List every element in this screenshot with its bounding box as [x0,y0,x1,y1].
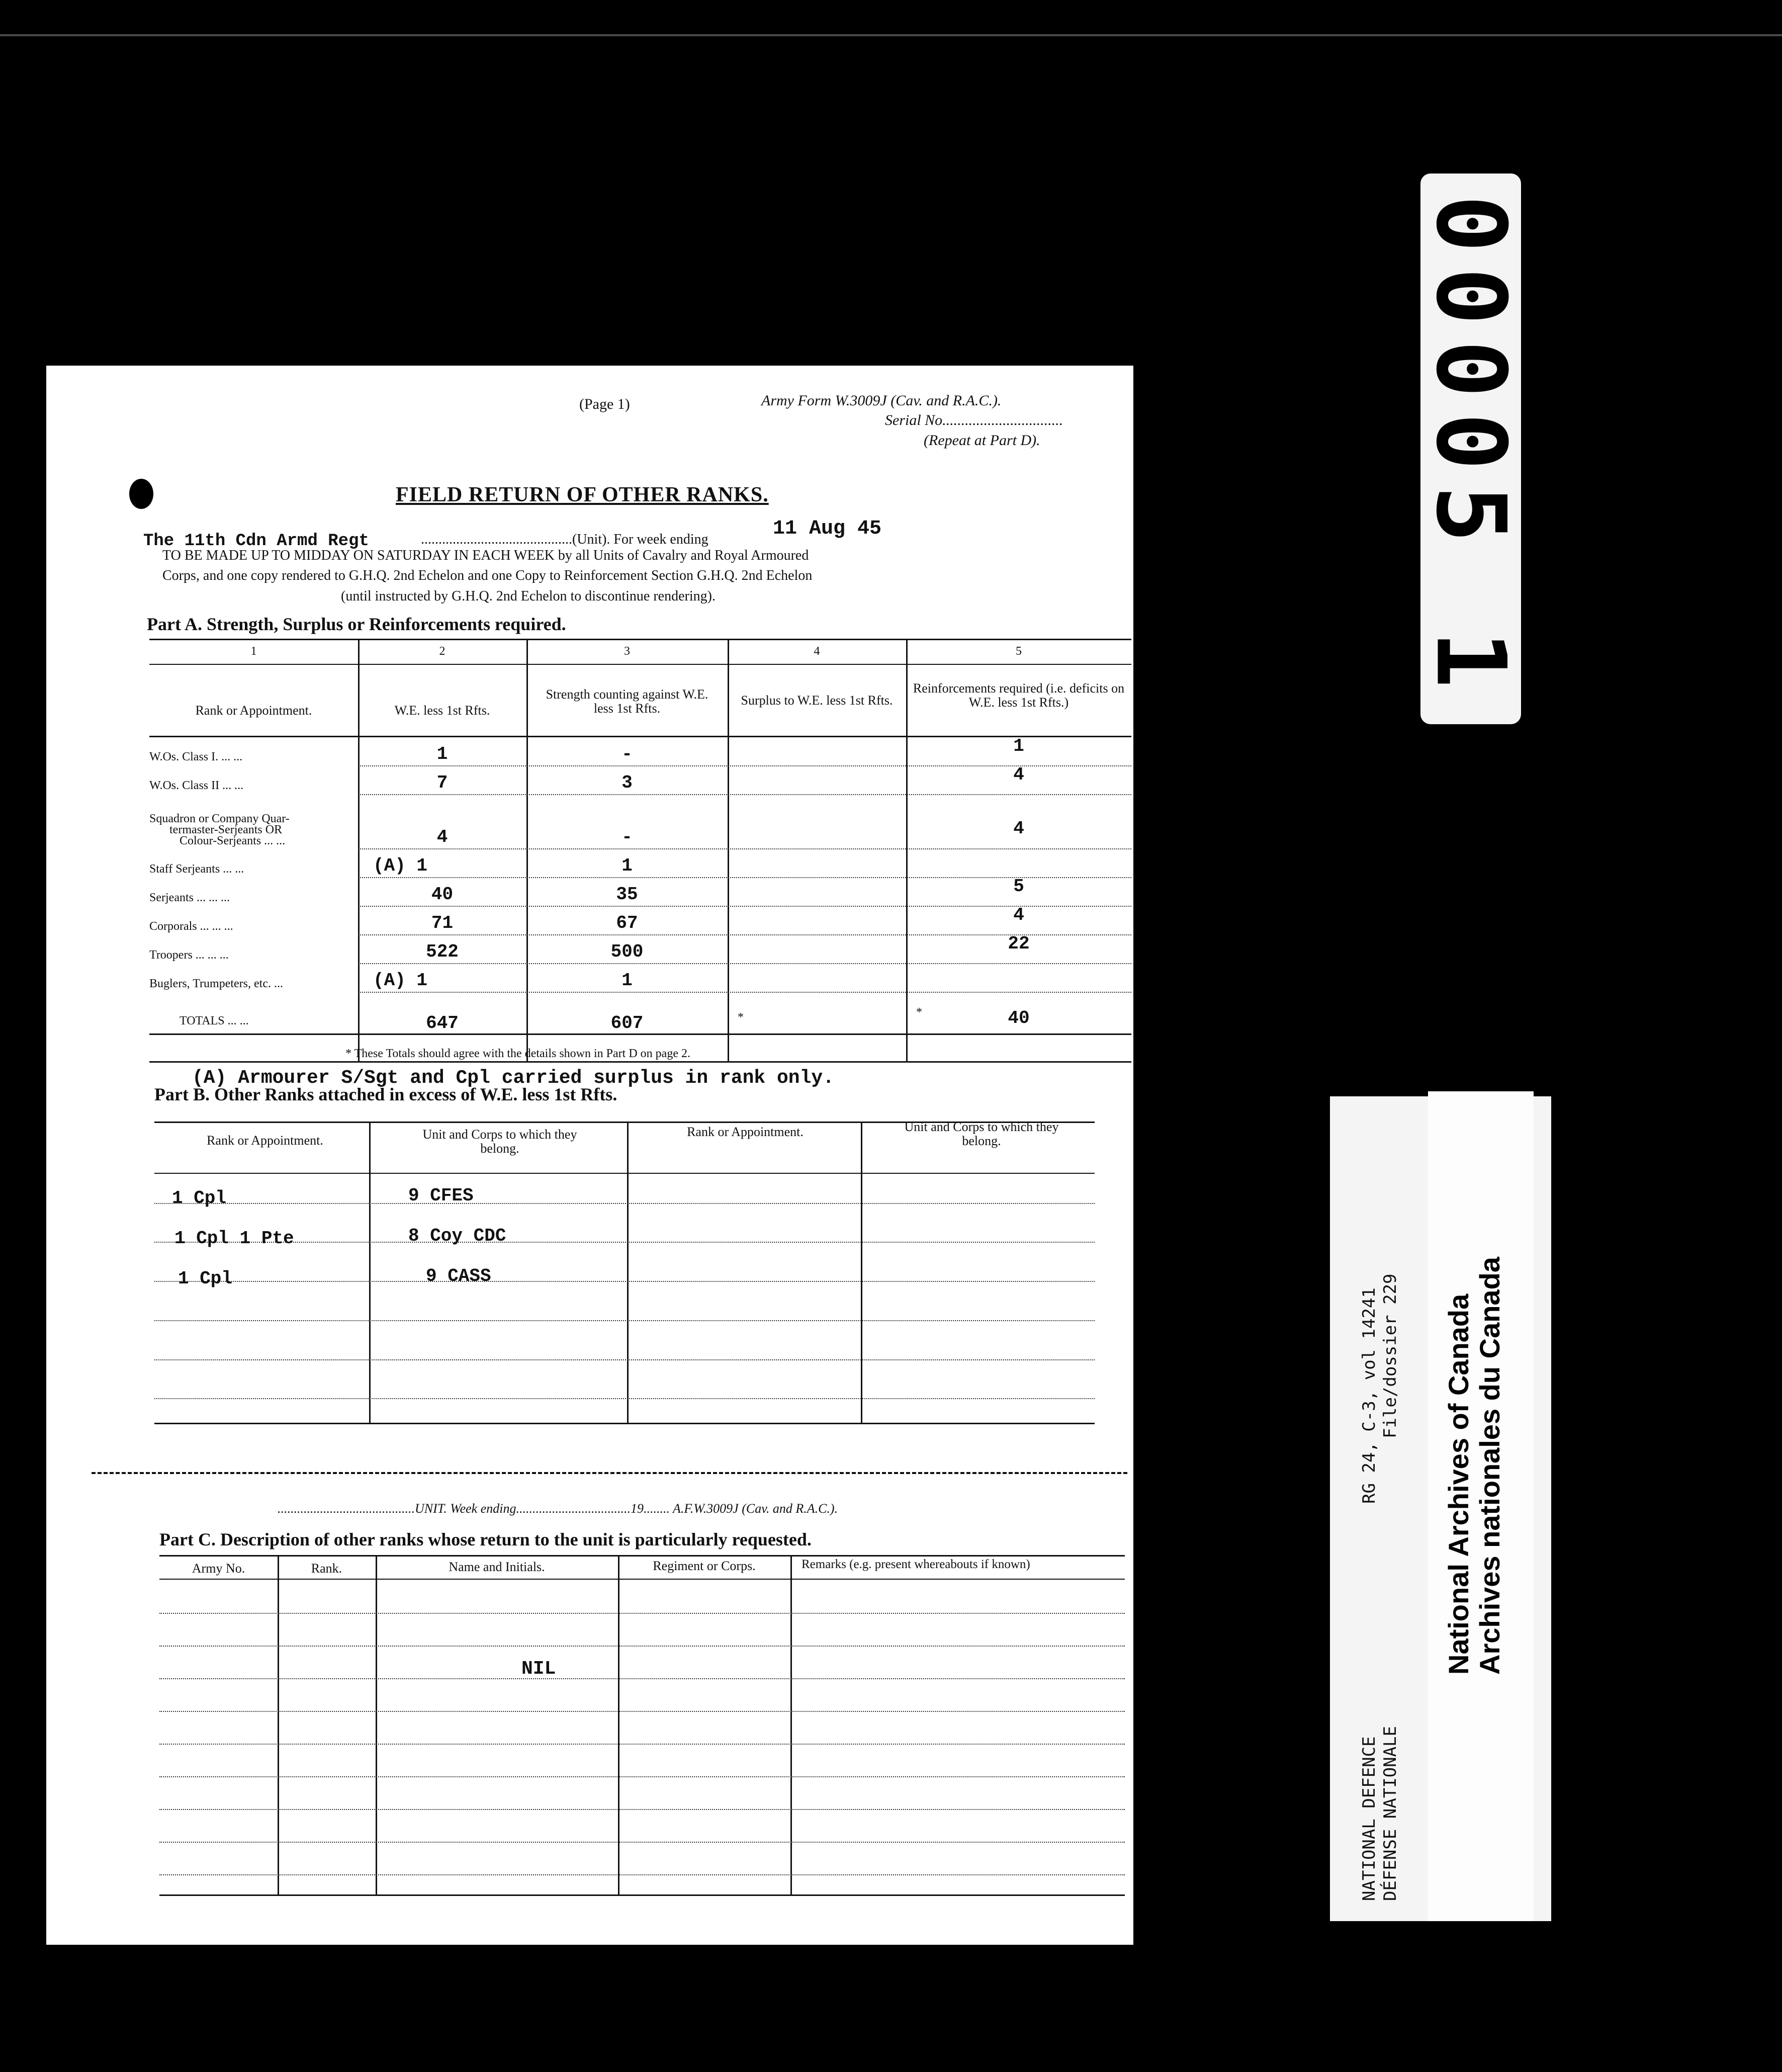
row-rule [358,848,1131,849]
row-rule [159,1678,1125,1679]
part-c-col-divider [278,1555,279,1894]
reinf-value: 5 [1013,876,1024,897]
part-b-col-header: Unit and Corps to which they belong. [904,1119,1059,1148]
row-rule [159,1842,1125,1843]
part-a-heading: Part A. Strength, Surplus or Reinforcements required. [147,614,566,634]
row-rule [159,1809,1125,1810]
reinf-value: 22 [1008,933,1030,954]
archive-name-french: Archives nationales du Canada [1474,1257,1505,1675]
part-a-top-rule [149,639,1131,640]
rank-label: Staff Serjeants ... ... [149,862,244,876]
col-header-surplus: Surplus to W.E. less 1st Rfts. [741,693,893,708]
row-rule [159,1711,1125,1712]
part-c-heading: Part C. Description of other ranks whose return to the unit is particularly requested. [159,1529,812,1549]
part-b-heading: Part B. Other Ranks attached in excess of W.E. less 1st Rfts. [154,1084,617,1104]
reinf-total: 40 [1008,1008,1030,1028]
row-rule [154,1398,1095,1399]
row-rule [159,1613,1125,1614]
part-b-col-header: Rank or Appointment. [687,1125,804,1139]
rank-label: Serjeants ... ... ... [149,891,230,904]
row-rule [358,992,1131,993]
strength-value: 1 [621,970,633,991]
part-b-unit: 9 CFES [408,1185,474,1206]
row-rule [358,794,1131,795]
row-rule [154,1320,1095,1321]
reinf-total-marker: * [916,1006,922,1019]
rank-label: Corporals ... ... ... [149,920,233,933]
punch-hole [129,479,153,509]
archive-ref-file: File/dossier 229 [1380,1273,1400,1438]
col-number: 4 [814,645,820,658]
archive-ref-volume: RG 24, C-3, vol 14241 [1359,1287,1379,1504]
part-b-unit: 8 Coy CDC [408,1226,506,1246]
instructions-line2: Corps, and one copy rendered to G.H.Q. 2nd Echelon and one Copy to Reinforcement Section G.H.Q. 2nd Echelon [162,568,813,583]
part-c-col-divider [618,1555,619,1894]
part-a-bottom-rule [149,1061,1131,1063]
strength-value: 35 [616,884,638,905]
strength-value: 67 [616,913,638,933]
frame-number: 00005 1 [1415,195,1527,703]
part-b-col-header: Unit and Corps to which they belong. [422,1127,577,1156]
rank-label: Buglers, Trumpeters, etc. ... [149,977,283,990]
row-rule [154,1242,1095,1243]
col-number: 5 [1016,645,1022,658]
part-c-nil-entry: NIL [521,1658,556,1680]
surplus-total-marker: * [738,1011,744,1024]
unit-name: The 11th Cdn Armd Regt [143,532,369,551]
film-edge-line [0,34,1782,36]
reinf-value: 4 [1013,818,1024,839]
reinf-value: 4 [1013,764,1024,785]
part-c-col-header: Rank. [311,1561,342,1576]
strength-value: 500 [610,941,644,962]
we-value: 4 [436,827,448,847]
rank-label: termaster-Serjeants OR [169,823,283,836]
totals-label: TOTALS ... ... [180,1014,249,1027]
part-a-number-rule [149,664,1131,665]
part-a-col-divider [358,639,360,1061]
part-a-col-divider [526,639,528,1061]
armourer-note: (A) Armourer S/Sgt and Cpl carried surplus in rank only. [192,1067,835,1089]
instructions-line1: TO BE MADE UP TO MIDDAY ON SATURDAY IN EACH WEEK by all Units of Cavalry and Royal Armoured [162,548,809,563]
part-b-col-header: Rank or Appointment. [207,1133,323,1148]
form-number: Army Form W.3009J (Cav. and R.A.C.). [761,392,1002,409]
part-b-col-divider [369,1121,371,1423]
we-value: (A) 1 [373,855,428,876]
part-b-rank: 1 Cpl [178,1268,233,1289]
we-value: (A) 1 [373,970,428,991]
rank-label: Squadron or Company Quar- [149,812,290,825]
strength-value: - [621,827,633,847]
col-number: 1 [250,645,257,658]
we-value: 40 [431,884,454,905]
department-name-english: NATIONAL DEFENCE [1359,1736,1379,1901]
strength-value: - [621,744,633,764]
part-b-col-divider [627,1121,629,1423]
part-c-unit-line: ..........................................UNIT. Week ending...................................19........ A.F.W.3009J (Cav. and R.A.C.). [278,1501,838,1516]
part-c-col-header: Name and Initials. [449,1560,545,1574]
document-page [46,366,1133,1945]
row-rule [154,1359,1095,1360]
part-c-bottom-rule [159,1894,1125,1896]
strength-value: 1 [621,855,633,876]
we-value: 522 [426,941,459,962]
strength-value: 3 [621,772,633,793]
part-b-rank: 1 Cpl 1 Pte [174,1228,294,1249]
rank-label: Troopers ... ... ... [149,948,229,962]
row-rule [159,1776,1125,1777]
week-ending-value: 11 Aug 45 [773,517,882,540]
part-b-bottom-rule [154,1423,1095,1424]
part-c-col-header: Remarks (e.g. present whereabouts if known) [801,1558,1030,1571]
col-header-strength: Strength counting against W.E. less 1st Rfts. [546,687,708,716]
we-value: 7 [436,772,448,793]
row-rule [159,1646,1125,1647]
part-b-rank: 1 Cpl [172,1188,227,1208]
tear-off-line [92,1472,1127,1474]
row-rule [358,963,1131,964]
totals-footnote: * These Totals should agree with the details shown in Part D on page 2. [345,1047,690,1060]
part-b-col-divider [861,1121,862,1423]
row-rule [159,1874,1125,1875]
row-rule [154,1203,1095,1204]
part-a-totals-rule [149,1033,1131,1035]
reinf-value: 1 [1013,736,1024,756]
archive-name-english: National Archives of Canada [1443,1293,1474,1675]
part-c-col-header: Army No. [192,1561,245,1576]
part-b-unit: 9 CASS [426,1266,491,1286]
col-header-reinforcements: Reinforcements required (i.e. deficits on W.E. less 1st Rfts.) [913,681,1125,710]
part-a-col-divider [728,639,729,1061]
rank-label: Colour-Serjeants ... ... [180,834,286,847]
row-rule [159,1744,1125,1745]
part-c-top-rule [159,1555,1125,1557]
part-c-col-divider [790,1555,792,1894]
repeat-note: (Repeat at Part D). [924,432,1040,449]
we-total: 647 [426,1013,459,1033]
we-value: 1 [436,744,448,764]
we-value: 71 [431,913,454,933]
col-header-rank: Rank or Appointment. [195,703,312,718]
row-rule [154,1281,1095,1282]
rank-label: W.Os. Class II ... ... [149,779,244,792]
part-a-col-divider [906,639,908,1061]
rank-label: W.Os. Class I. ... ... [149,750,243,763]
strength-total: 607 [610,1013,644,1033]
col-header-we: W.E. less 1st Rfts. [394,703,490,718]
col-number: 3 [624,645,630,658]
col-number: 2 [439,645,446,658]
part-c-header-rule [159,1579,1125,1580]
instructions-line3: (until instructed by G.H.Q. 2nd Echelon to discontinue rendering). [341,588,716,604]
part-c-col-divider [376,1555,377,1894]
frame-number-label [1415,174,1527,724]
reinf-value: 4 [1013,905,1024,925]
page-number: (Page 1) [579,396,630,412]
unit-label: ...........................................(Unit). For week ending [421,532,708,547]
serial-number: Serial No................................ [885,412,1063,428]
form-title: FIELD RETURN OF OTHER RANKS. [396,483,769,506]
part-c-col-header: Regiment or Corps. [653,1559,756,1573]
department-name-french: DÉFENSE NATIONALE [1380,1726,1400,1901]
part-b-header-rule [154,1173,1095,1174]
